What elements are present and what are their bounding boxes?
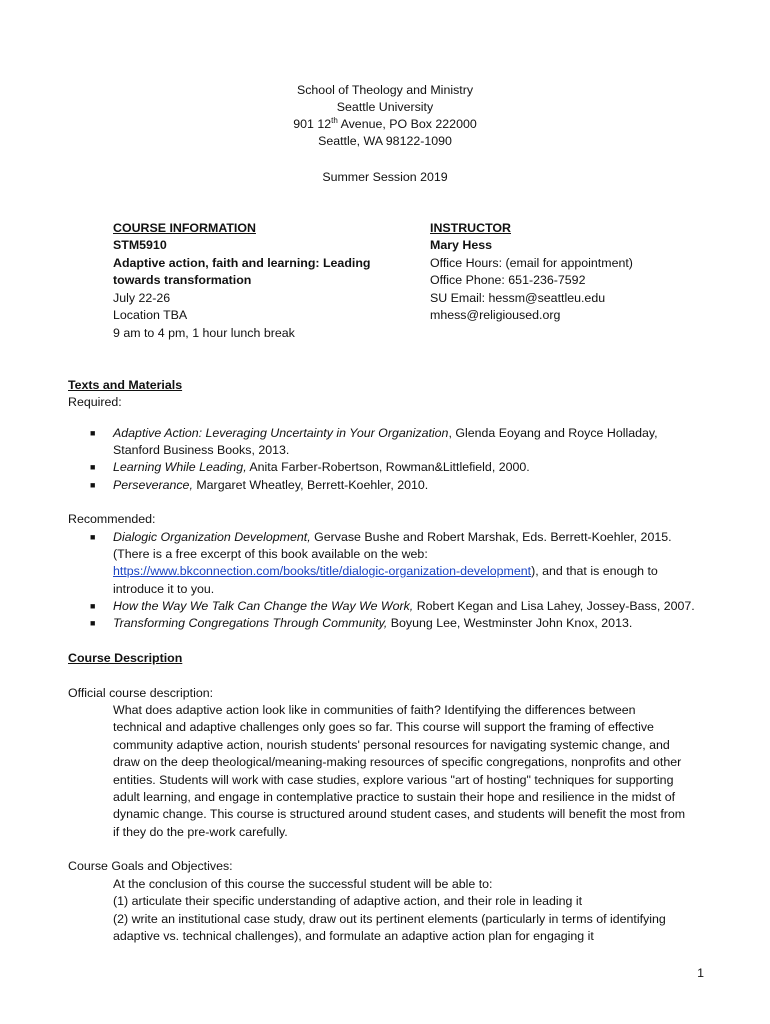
required-label: Required: xyxy=(68,395,122,409)
university-name: Seattle University xyxy=(336,100,434,114)
description-line: entities. Students will work with case studies, explore various "art of hosting" techniques for supporting xyxy=(113,773,674,787)
required-book-3: Perseverance, Margaret Wheatley, Berrett-Koehler, 2010. xyxy=(113,478,429,492)
goals-line: At the conclusion of this course the successful student will be able to: xyxy=(113,877,493,891)
course-title-line2: towards transformation xyxy=(113,273,252,287)
description-line: if they do the pre-work carefully. xyxy=(113,825,288,839)
course-info-heading: COURSE INFORMATION xyxy=(113,221,256,235)
bullet-icon: ■ xyxy=(90,428,96,438)
description-line: dynamic change. This course is structured around student cases, and students will benefit the most from xyxy=(113,807,686,821)
required-book-2: Learning While Leading, Anita Farber-Robertson, Rowman&Littlefield, 2000. xyxy=(113,460,530,474)
office-hours: Office Hours: (email for appointment) xyxy=(430,256,633,270)
required-book-1-cont: Stanford Business Books, 2013. xyxy=(113,443,290,457)
recommended-book-1-link-line: https://www.bkconnection.com/books/title/dialogic-organization-development), and that is enough to xyxy=(113,564,658,578)
bullet-icon: ■ xyxy=(90,480,96,490)
description-line: technical and adaptive challenges only goes so far. This course will support the framing of effective xyxy=(113,720,654,734)
bullet-icon: ■ xyxy=(90,618,96,628)
street-address: 901 12th Avenue, PO Box 222000 xyxy=(293,116,477,131)
goals-label: Course Goals and Objectives: xyxy=(68,859,233,873)
bullet-icon: ■ xyxy=(90,532,96,542)
goals-line: (2) write an institutional case study, draw out its pertinent elements (particularly in terms of identifying xyxy=(113,912,666,926)
course-title-line1: Adaptive action, faith and learning: Leading xyxy=(113,256,371,270)
office-phone: Office Phone: 651-236-7592 xyxy=(430,273,586,287)
course-hours: 9 am to 4 pm, 1 hour lunch break xyxy=(113,326,295,340)
instructor-heading: INSTRUCTOR xyxy=(430,221,511,235)
recommended-book-3: Transforming Congregations Through Community, Boyung Lee, Westminster John Knox, 2013. xyxy=(113,616,633,630)
goals-line: (1) articulate their specific understanding of adaptive action, and their role in leading it xyxy=(113,894,583,908)
goals-line: adaptive vs. technical challenges), and formulate an adaptive action plan for engaging it xyxy=(113,929,594,943)
recommended-book-1-cont: (There is a free excerpt of this book available on the web: xyxy=(113,547,428,561)
session-title: Summer Session 2019 xyxy=(322,170,448,184)
description-heading: Course Description xyxy=(68,651,183,665)
recommended-book-2: How the Way We Talk Can Change the Way We Work, Robert Kegan and Lisa Lahey, Jossey-Bass, 2007. xyxy=(113,599,695,613)
su-email: SU Email: hessm@seattleu.edu xyxy=(430,291,606,305)
course-dates: July 22-26 xyxy=(113,291,171,305)
official-description-label: Official course description: xyxy=(68,686,214,700)
course-location: Location TBA xyxy=(113,308,188,322)
city-address: Seattle, WA 98122-1090 xyxy=(318,134,452,148)
school-name: School of Theology and Ministry xyxy=(296,83,474,97)
course-code: STM5910 xyxy=(113,238,167,252)
alt-email: mhess@religioused.org xyxy=(430,308,561,322)
instructor-name: Mary Hess xyxy=(430,238,492,252)
required-book-1: Adaptive Action: Leveraging Uncertainty in Your Organization, Glenda Eoyang and Royce Holladay, xyxy=(113,426,658,440)
excerpt-link[interactable]: https://www.bkconnection.com/books/title/dialogic-organization-development xyxy=(113,564,532,578)
texts-heading: Texts and Materials xyxy=(68,378,183,392)
bullet-icon: ■ xyxy=(90,601,96,611)
description-line: draw on the deep theological/meaning-making resources of specific congregations, nonprofits and other xyxy=(113,755,682,769)
recommended-book-1: Dialogic Organization Development, Gervase Bushe and Robert Marshak, Eds. Berrett-Koehler, 2015. xyxy=(113,530,672,544)
description-line: adult learning, and engage in contemplative practice to sustain their hope and resilience in the midst of xyxy=(113,790,676,804)
recommended-book-1-end: introduce it to you. xyxy=(113,582,215,596)
description-line: community adaptive action, nourish students' personal resources for navigating systemic change, and xyxy=(113,738,670,752)
page-number: 1 xyxy=(697,966,704,980)
description-line: What does adaptive action look like in communities of faith? Identifying the differences between xyxy=(113,703,636,717)
bullet-icon: ■ xyxy=(90,462,96,472)
recommended-label: Recommended: xyxy=(68,512,156,526)
